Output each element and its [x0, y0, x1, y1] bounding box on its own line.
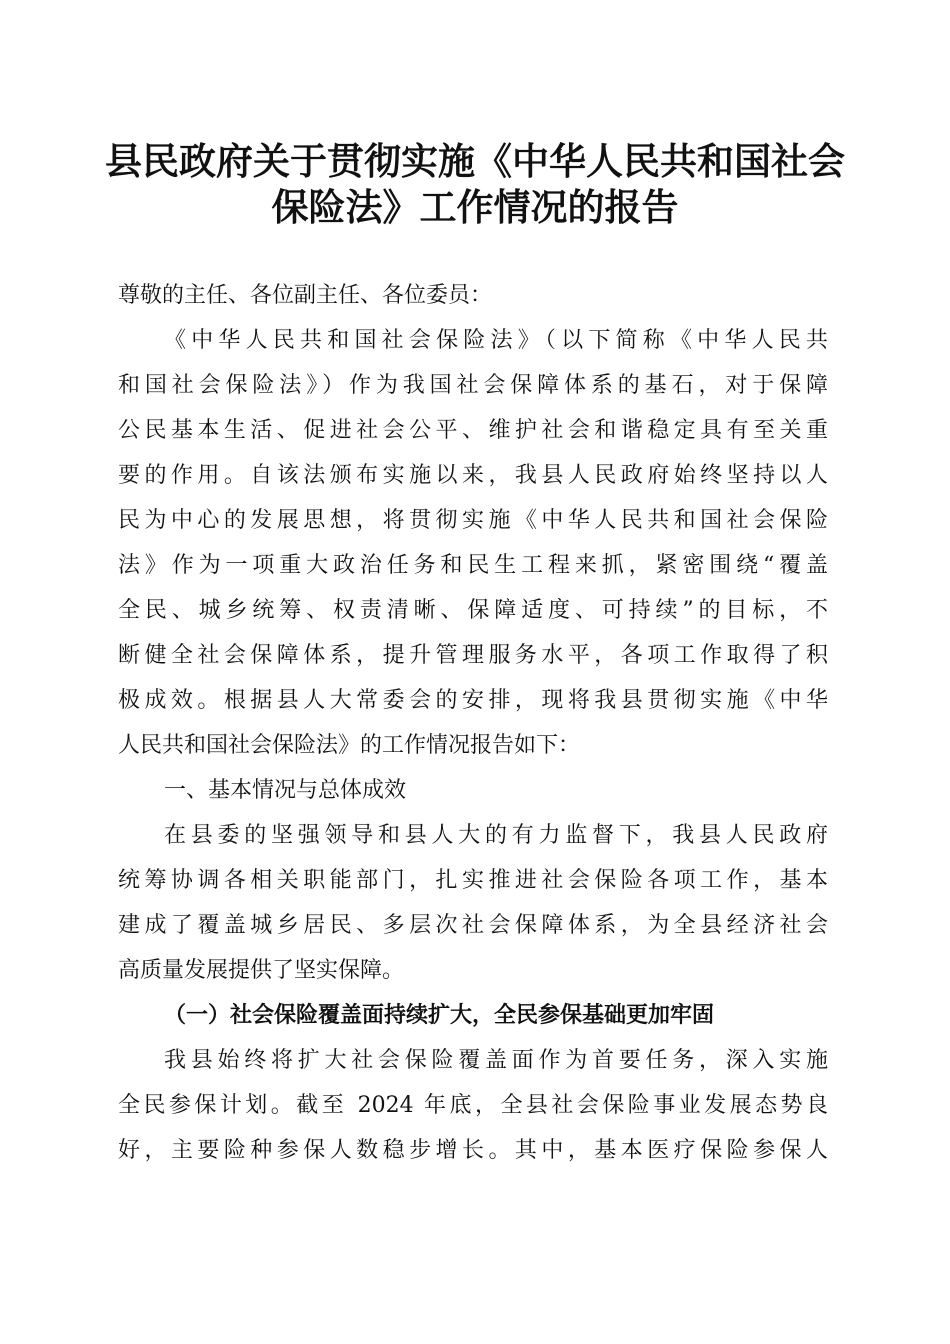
subsection-1-paragraph [118, 1038, 828, 1173]
salutation: 尊敬的主任、各位副主任、各位委员： [118, 283, 493, 308]
paragraph-line: 建成了覆盖城乡居民、多层次社会保障体系，为全县经济社会 [118, 913, 828, 938]
section-heading-1: 一、基本情况与总体成效 [164, 778, 407, 803]
document-body [118, 273, 828, 1173]
paragraph-line: 全民、城乡统筹、权责清晰、保障适度、可持续”的目标，不 [118, 598, 828, 623]
subsection-heading-1: （一）社会保险覆盖面持续扩大，全民参保基础更加牢固 [164, 1002, 715, 1028]
section-1-paragraph [118, 813, 828, 993]
paragraph-line: 要的作用。自该法颁布实施以来，我县人民政府始终坚持以人 [118, 463, 828, 488]
paragraph-line: 在县委的坚强领导和县人大的有力监督下，我县人民政府 [164, 823, 828, 848]
paragraph-line: 断健全社会保障体系，提升管理服务水平，各项工作取得了积 [118, 643, 828, 668]
paragraph-line: 高质量发展提供了坚实保障。 [118, 958, 405, 983]
paragraph-line: 民为中心的发展思想，将贯彻实施《中华人民共和国社会保险 [118, 508, 828, 533]
paragraph-line: 人民共和国社会保险法》的工作情况报告如下： [118, 733, 581, 758]
paragraph-line: 好，主要险种参保人数稳步增长。其中，基本医疗保险参保人 [118, 1138, 828, 1163]
paragraph-line: 《中华人民共和国社会保险法》（以下简称《中华人民共 [164, 328, 828, 353]
paragraph-line: 统筹协调各相关职能部门，扎实推进社会保险各项工作，基本 [118, 868, 828, 893]
paragraph-line: 全民参保计划。截至 2024 年底，全县社会保险事业发展态势良 [118, 1093, 828, 1118]
intro-paragraph [118, 318, 828, 768]
paragraph-line: 极成效。根据县人大常委会的安排，现将我县贯彻实施《中华 [118, 688, 828, 713]
paragraph-line: 法》作为一项重大政治任务和民生工程来抓，紧密围绕“覆盖 [118, 553, 828, 578]
document-title-line-1: 县民政府关于贯彻实施《中华人民共和国社会 [105, 139, 845, 183]
paragraph-line: 公民基本生活、促进社会公平、维护社会和谐稳定具有至关重 [118, 418, 828, 443]
paragraph-line: 和国社会保险法》）作为我国社会保障体系的基石，对于保障 [118, 373, 828, 398]
paragraph-line: 我县始终将扩大社会保险覆盖面作为首要任务，深入实施 [164, 1048, 828, 1073]
document-title-line-2: 保险法》工作情况的报告 [271, 185, 679, 229]
